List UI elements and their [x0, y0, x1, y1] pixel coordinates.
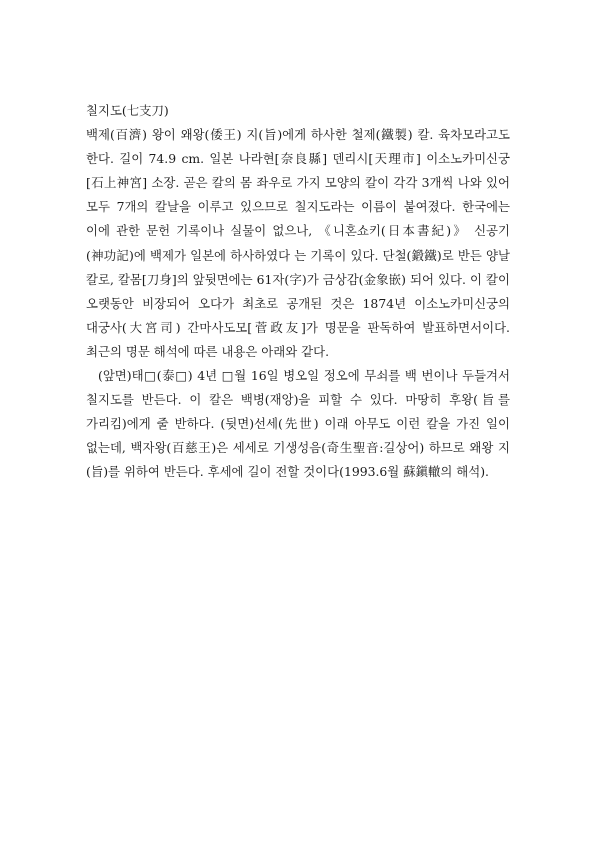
- paragraph-description: 백제(百濟) 왕이 왜왕(倭王) 지(旨)에게 하사한 철제(鐵製) 칼. 육차모라고도 한다. 길이 74.9 cm. 일본 나라현[奈良縣] 덴리시[天理市] 이소노카미신궁[石上神宮] 소장. 곧은 칼의 몸 좌우로 가지 모양의 칼이 각각 3개씩 나와 있어 모두 7개의 칼날을 이루고 있으므로 칠지도라는 이름이 붙여졌다. 한국에는 이에 관한 문헌 기록이나 실물이 없으나, 《니혼쇼키(日本書紀)》 신공기(神功記)에 백제가 일본에 하사하였다 는 기록이 있다. 단철(鍛鐵)로 반든 양날 칼로, 칼몸[刀身]의 앞뒷면에는 61자(字)가 금상감(金象嵌) 되어 있다. 이 칼이 오랫동안 비장되어 오다가 최초로 공개된 것은 1874년 이소노카미신궁의 대궁사(大宮司) 간마사도모[菅政友]가 명문을 판독하여 발표하면서이다. 최근의 명문 해석에 따른 내용은 아래와 같다.: [86, 127, 510, 359]
- paragraph-inscription: (앞면)태□(泰□) 4년 □월 16일 병오일 정오에 무쇠를 백 번이나 두들겨서 칠지도를 반든다. 이 칼은 백병(재앙)을 피할 수 있다. 마땅히 후왕(旨를 가리킴)에게 줄 반하다. (뒷면)선세(先世) 이래 아무도 이런 칼을 가진 일이 없는데, 백자왕(百慈王)은 세세로 기생성음(奇生聖音:길상어) 하므로 왜왕 지(旨)를 위하여 반든다. 후세에 길이 전할 것이다(1993.6월 蘇鎭轍의 해석).: [86, 368, 510, 480]
- document-title: 칠지도(七支刀): [86, 103, 169, 118]
- document-body: [86, 99, 510, 485]
